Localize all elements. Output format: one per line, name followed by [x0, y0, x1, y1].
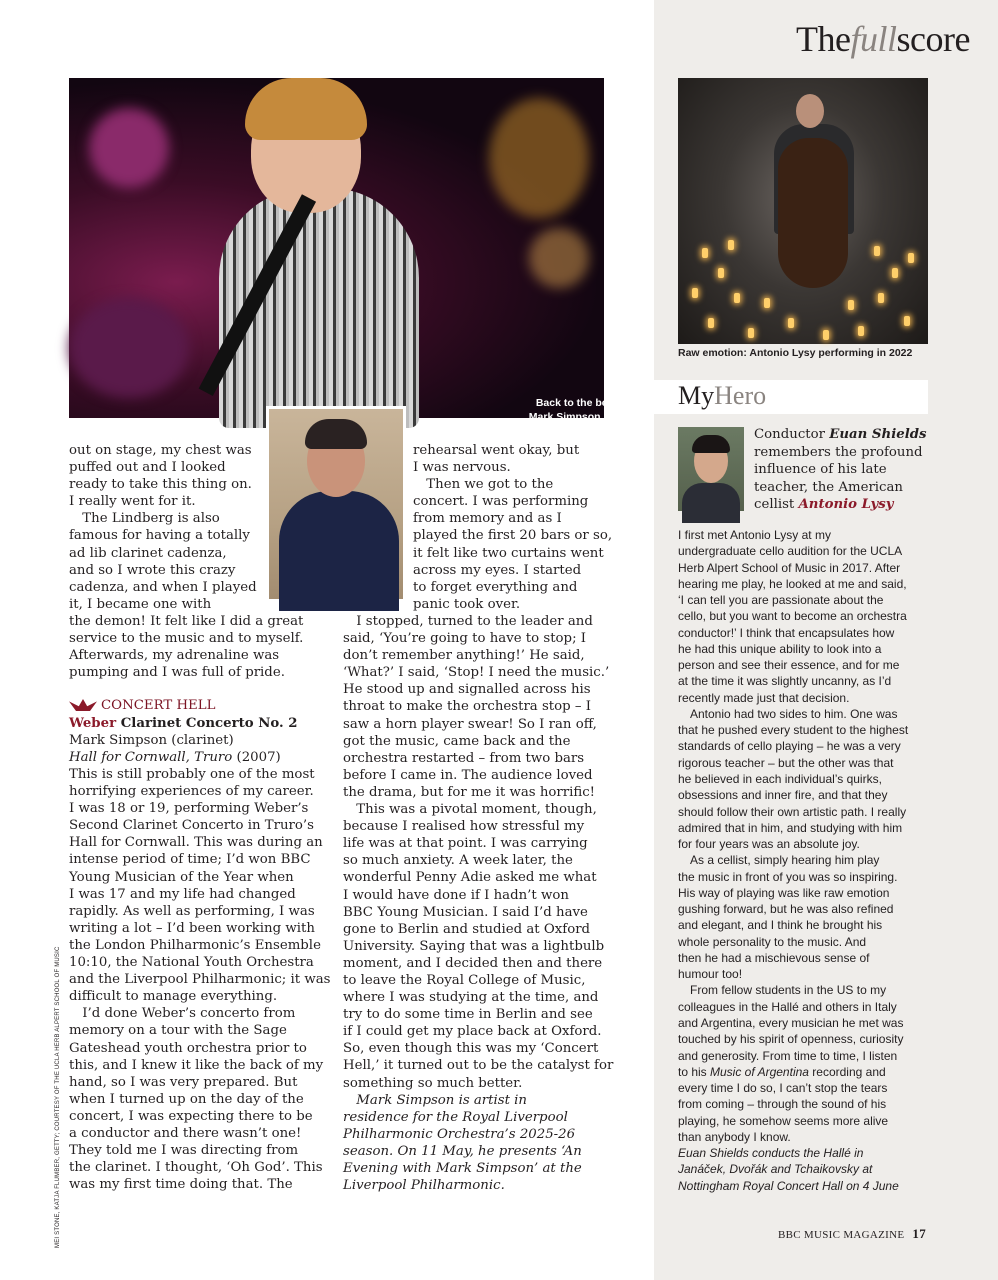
photo-credit: MEI STONE, KATJA FLUMBER, GETTY; COURTESY OF THE UCLA HERB ALPERT SCHOOL OF MUSIC: [55, 946, 61, 1248]
photo-antonio-lysy: [678, 78, 928, 344]
photo-caption-main: Back to the beginning: Mark Simpson performs early in his career, 2007; (below) Juanjo Mena, who conducted his triumphant BBC Proms appearance: [518, 397, 649, 477]
concert-hell-heading: CONCERT HELL: [69, 697, 215, 713]
column-middle-top: rehearsal went okay, but I was nervous. Then we got to the concert. I was performing from memory and as I played the first 20 bars or so, it felt like two curtains went across my eyes. I started to forget everything and panic took over.: [413, 443, 613, 612]
section-logo: [796, 18, 970, 60]
my-hero-body: I first met Antonio Lysy at my undergraduate cello audition for the UCLA Herb Alpert School of Music in 2017. After hearing me play, he looked at me and said, ‘I can tell you are passionate about the cello, but you want to become an orchestra conductor!’ I think that encapsulates how he had this unique ability to look into a person and see their essence, and for me at the time it was slightly uncanny, as I’d recently made just that decision. Antonio had two sides to him. One was that he pushed every student to the highest standards of cello playing – he was a very rigorous teacher – but the other was that he believed in each individual’s quirks, obsessions and inner fire, and that they should follow their own artistic path. I really admired that in him, and studying with him for four years was an absolute joy. As a cellist, simply hearing him play the music in front of you was so inspiring. His way of playing was like raw emotion gushing forward, but he was also refined and elegant, and I think he brought his whole personality to the music. And then he had a mischievous sense of humour too! From fellow students in the US to my colleagues in the Hallé and others in Italy and Argentina, every musician he met was touched by his spirit of openness, curiosity and generosity. From time to time, I listen to his Music of Argentina recording and every time I do so, I can’t stop the tears from coming – through the sound of his playing, he somehow seems more alive than anybody I know. Euan Shields conducts the Hallé in Janáček, Dvořák and Tchaikovsky at Nottingham Royal Concert Hall on 4 June: [678, 528, 909, 1193]
logo-full: full: [850, 19, 897, 59]
work-year: (2007): [236, 750, 281, 766]
work-venue: Hall for Cornwall, Truro: [69, 750, 233, 766]
page-footer: [778, 1226, 926, 1242]
page-number: 17: [912, 1226, 926, 1241]
photo-mark-simpson: [69, 78, 649, 477]
logo-score: score: [896, 19, 970, 59]
work-title: Clarinet Concerto No. 2: [120, 716, 298, 731]
my-hero-title: MyHero: [678, 381, 767, 410]
my-hero-intro: Conductor Euan Shields remembers the profound influence of his late teacher, the American cellist Antonio Lysy: [754, 427, 927, 512]
column-left-bottom: This is still probably one of the most horrifying experiences of my career. I was 18 or 19, performing Weber’s Second Clarinet Concerto in Truro’s Hall for Cornwall. This was during an intense period of time; I’d won BBC Young Musician of the Year when I was 17 and my life had changed rapidly. As well as performing, I was writing a lot – I’d been working with the London Philharmonic’s Ensemble 10:10, the National Youth Orchestra and the Liverpool Philharmonic; it was difficult to manage everything. I’d done Weber’s concerto from memory on a tour with the Sage Gateshead youth orchestra prior to this, and I knew it like the back of my hand, so I was very prepared. But when I turned up on the day of the concert, I was expecting there to be a conductor and there wasn’t one! They told me I was directing from the clarinet. I thought, ‘Oh God’. This was my first time doing that. The: [69, 767, 331, 1193]
magazine-name: BBC MUSIC MAGAZINE: [777, 1229, 905, 1241]
photo-euan-shields: [678, 427, 744, 511]
work-performer: Mark Simpson (clarinet): [69, 733, 234, 749]
concert-hell-details: [69, 715, 298, 766]
logo-the: The: [796, 19, 851, 59]
work-composer: Weber: [69, 716, 117, 731]
column-left: out on stage, my chest was puffed out and I looked ready to take this thing on. I really went for it. The Lindberg is also famous for having a totally ad lib clarinet cadenza, and so I wrote this crazy cadenza, and when I played it, I became one with the demon! It felt like I did a great service to the music and to myself. Afterwards, my adrenaline was pumping and I was full of pride.: [69, 443, 304, 681]
bat-wings-icon: [69, 697, 97, 711]
photo-caption-cello: Raw emotion: Antonio Lysy performing in 2022: [678, 347, 913, 359]
album-title: Music of Argentina: [710, 1064, 809, 1079]
column-middle-bottom: I stopped, turned to the leader and said, ‘You’re going to have to stop; I don’t remember anything!’ He said, ‘What?’ I said, ‘Stop! I need the music.’ He stood up and signalled across his throat to make the orchestra stop – I saw a horn player swear! So I ran off, got the music, came back and the orchestra restarted – from two bars before I came in. The audience loved the drama, but for me it was horrific! This was a pivotal moment, though, because I realised how stressful my life was at that point. I was carrying so much anxiety. A week later, the wonderful Penny Adie asked me what I would have done if I hadn’t won BBC Young Musician. I said I’d have gone to Berlin and studied at Oxford University. Saying that was a lightbulb moment, and I decided then and there to leave the Royal College of Music, where I was studying at the time, and try to do some time in Berlin and see if I could get my place back at Oxford. So, even though this was my ‘Concert Hell,’ it turned out to be the catalyst for something so much better. Mark Simpson is artist in residence for the Royal Liverpool Philharmonic Orchestra’s 2025-26 season. On 11 May, he presents ‘An Evening with Mark Simpson’ at the Liverpool Philharmonic.: [343, 614, 614, 1194]
